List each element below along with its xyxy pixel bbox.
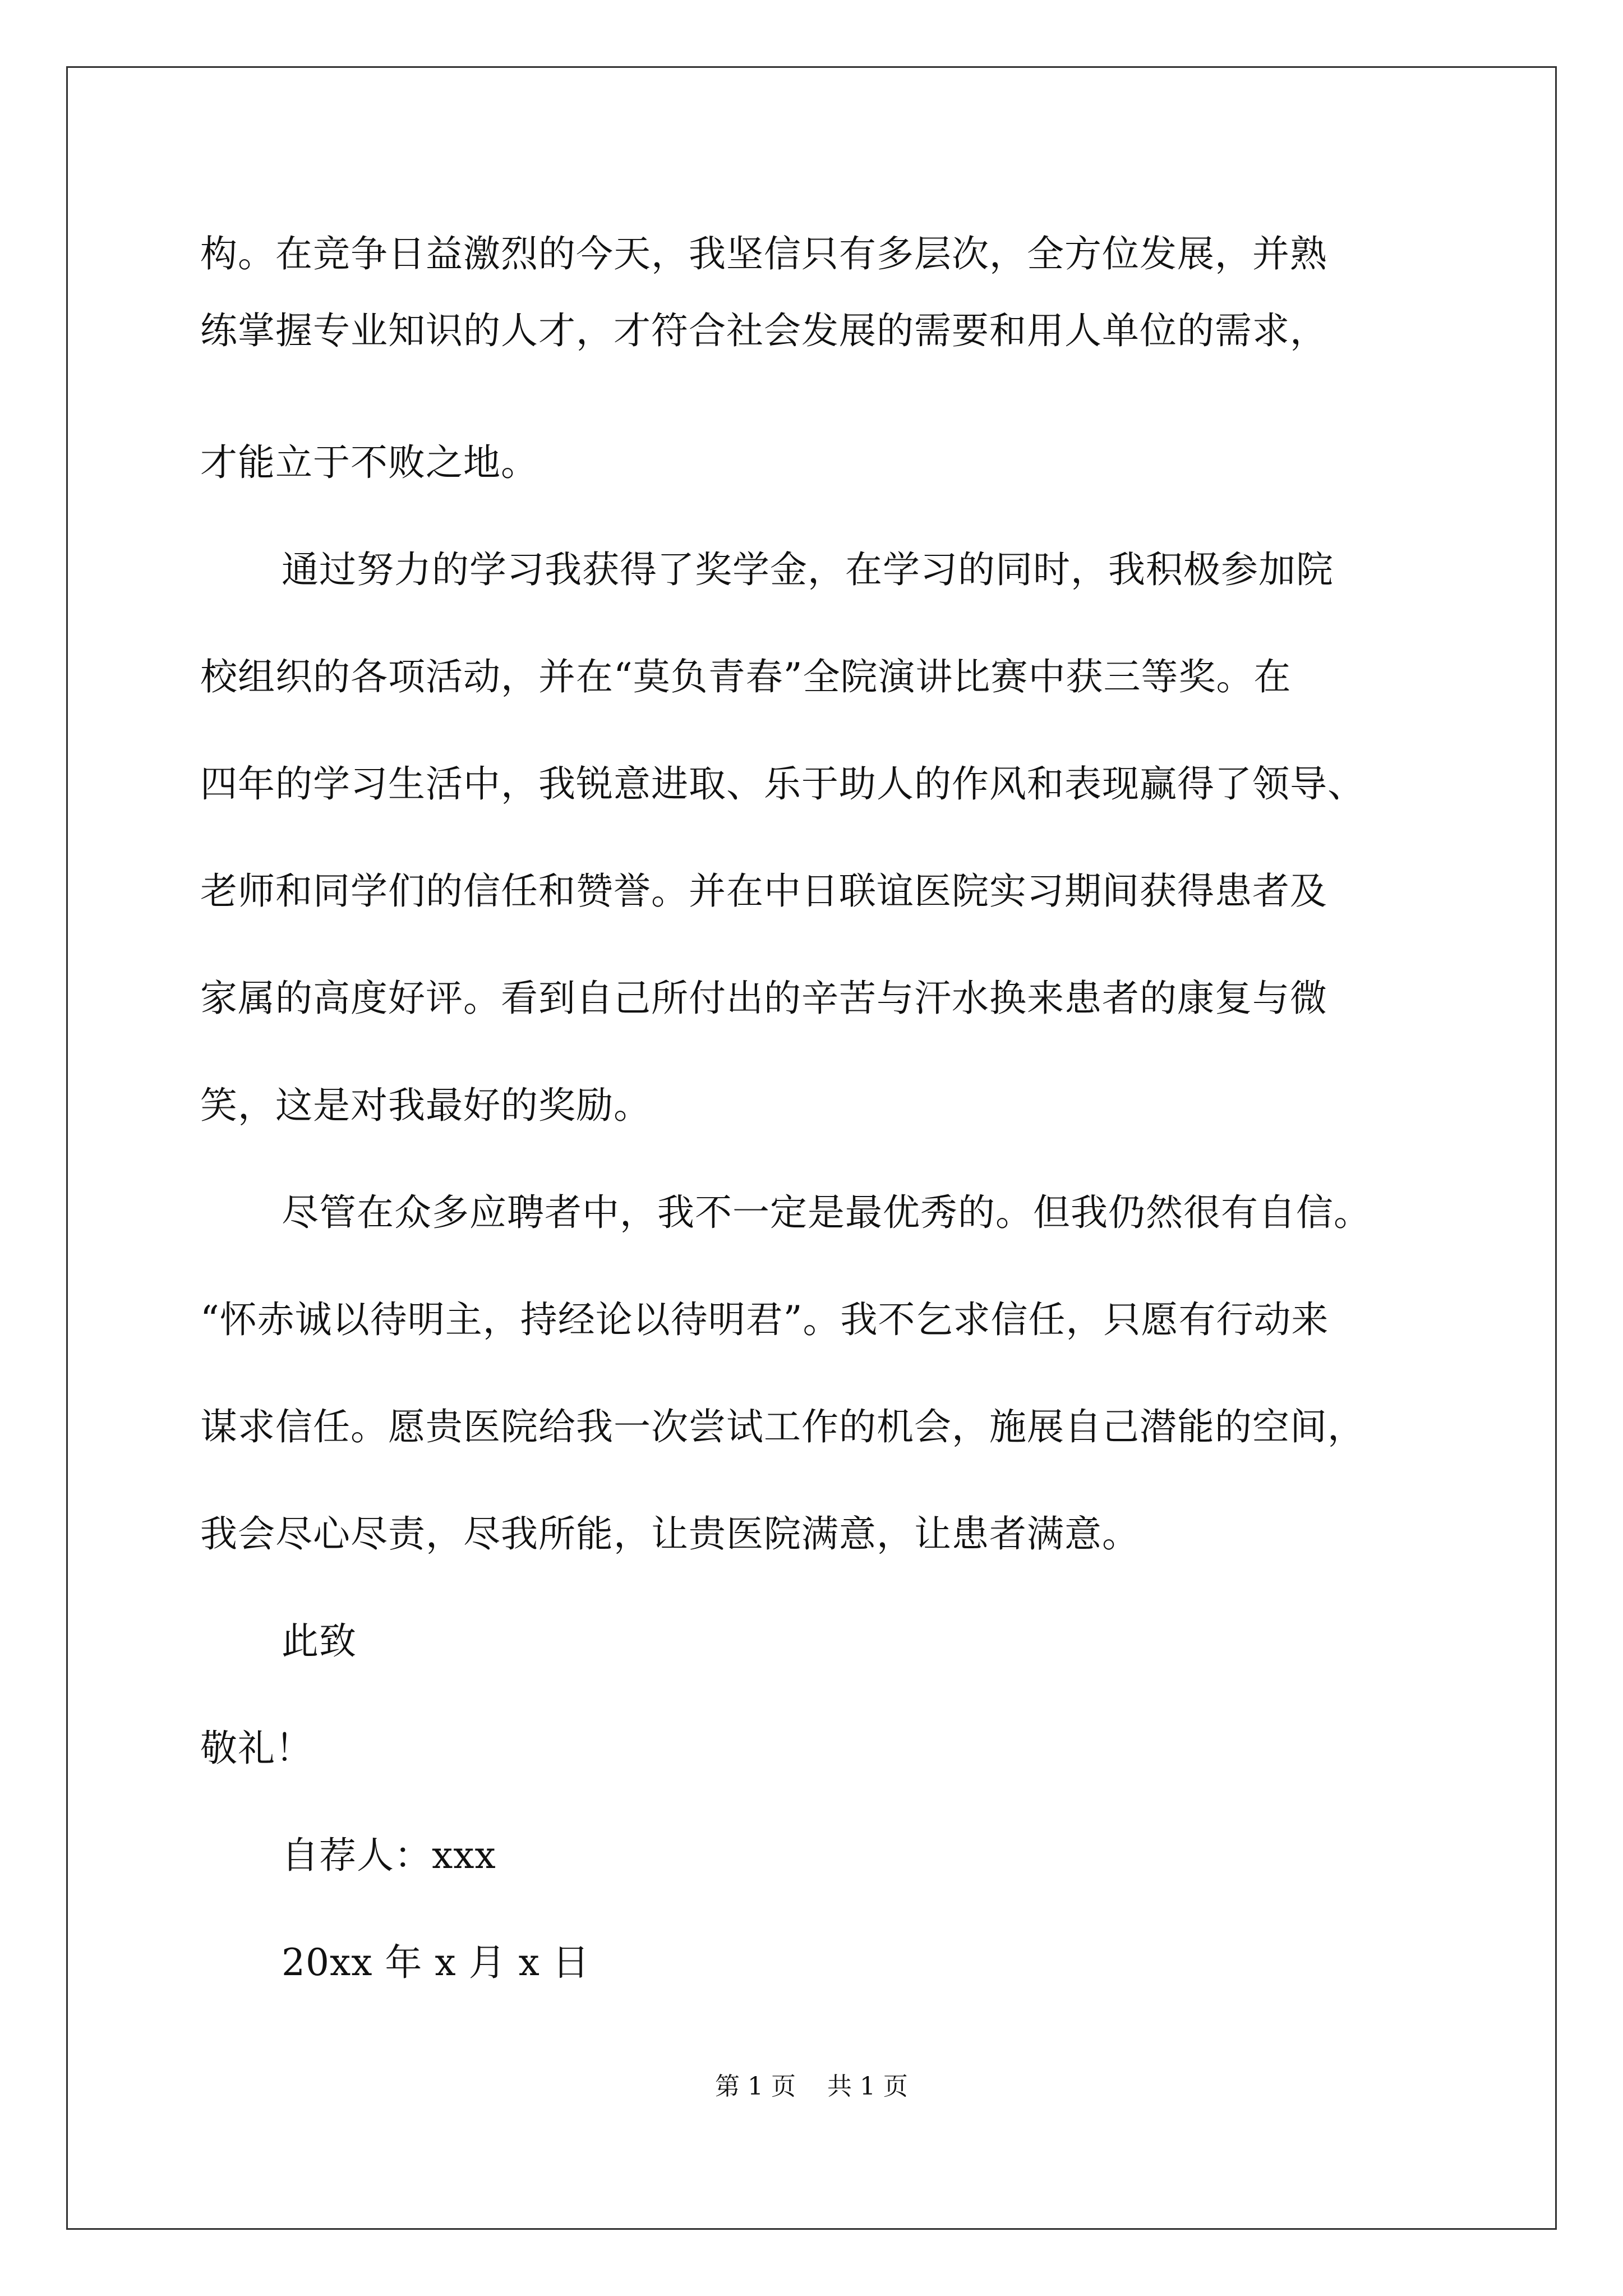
body-line-1: 构。在竞争日益激烈的今天，我坚信只有多层次，全方位发展，并熟: [200, 232, 1327, 275]
body-line-4: 通过努力的学习我获得了奖学金，在学习的同时，我积极参加院: [282, 548, 1334, 591]
body-line-2: 练掌握专业知识的人才，才符合社会发展的需要和用人单位的需求，: [200, 309, 1327, 352]
body-line-12: 谋求信任。愿贵医院给我一次尝试工作的机会，施展自己潜能的空间，: [200, 1405, 1365, 1448]
body-line-5: 校组织的各项活动，并在“莫负青春”全院演讲比赛中获三等奖。在: [200, 655, 1292, 698]
closing-respect: 敬礼！: [200, 1727, 313, 1770]
body-line-8: 家属的高度好评。看到自己所付出的辛苦与汗水换来患者的康复与微: [200, 977, 1327, 1020]
body-line-3: 才能立于不败之地。: [200, 441, 538, 484]
body-line-13: 我会尽心尽责，尽我所能，让贵医院满意，让患者满意。: [200, 1512, 1140, 1556]
body-line-11: “怀赤诚以待明主，持经论以待明君”。我不乞求信任，只愿有行动来: [200, 1298, 1329, 1341]
date: 20xx 年 x 月 x 日: [282, 1941, 590, 1984]
body-line-9: 笑，这是对我最好的奖励。: [200, 1084, 651, 1127]
page-footer: 第 1 页 共 1 页: [715, 2072, 908, 2101]
body-line-7: 老师和同学们的信任和赞誉。并在中日联谊医院实习期间获得患者及: [200, 869, 1327, 913]
closing-salutation: 此致: [282, 1619, 357, 1663]
signature: 自荐人：xxx: [282, 1834, 496, 1877]
body-line-10: 尽管在众多应聘者中，我不一定是最优秀的。但我仍然很有自信。: [282, 1191, 1371, 1234]
body-line-6: 四年的学习生活中，我锐意进取、乐于助人的作风和表现赢得了领导、: [200, 762, 1365, 806]
page-border: [66, 66, 1557, 2230]
